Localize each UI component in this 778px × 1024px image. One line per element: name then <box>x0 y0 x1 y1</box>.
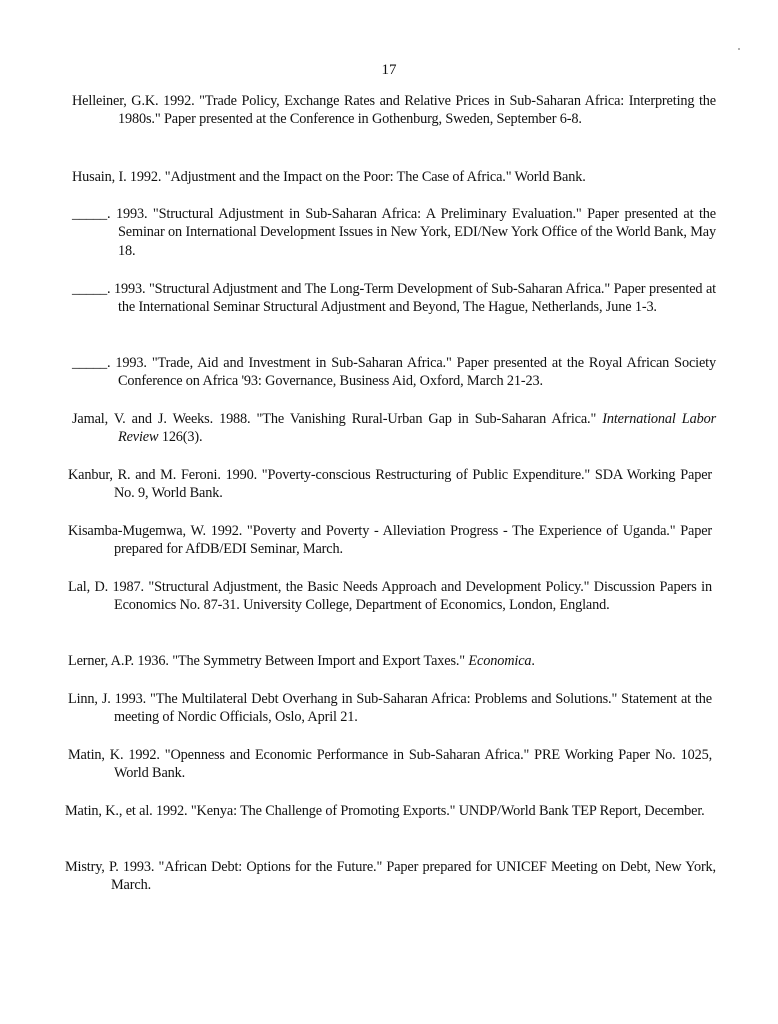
reference-entry <box>65 858 716 895</box>
reference-text: Kanbur, R. and M. Feroni. 1990. "Poverty-conscious Restructuring of Public Expenditure." SDA Working Paper No. 9, World Bank. <box>68 467 712 502</box>
reference-entry <box>72 205 716 260</box>
repeat-author-dash: _____. <box>72 355 111 371</box>
reference-text: . <box>531 653 535 669</box>
reference-text: 1993. "Structural Adjustment and The Long-Term Development of Sub-Saharan Africa." Paper presented at the International Seminar Structural Adjustment and Beyond, The Hague, Netherlands, June 1-3. <box>110 281 716 316</box>
reference-entry <box>68 690 712 727</box>
reference-entry <box>72 280 716 317</box>
reference-text: 1993. "Trade, Aid and Investment in Sub-Saharan Africa." Paper presented at the Royal African Society Conference on Africa '93: Governance, Business Aid, Oxford, March 21-23. <box>110 355 716 390</box>
reference-text: Husain, I. 1992. "Adjustment and the Impact on the Poor: The Case of Africa." World Bank. <box>72 169 586 185</box>
repeat-author-dash: _____. <box>72 281 111 297</box>
reference-entry <box>72 168 716 186</box>
reference-entry <box>68 466 712 503</box>
reference-text: Jamal, V. and J. Weeks. 1988. "The Vanishing Rural-Urban Gap in Sub-Saharan Africa." <box>72 411 603 427</box>
repeat-author-dash: _____. <box>72 206 111 222</box>
reference-text: Lerner, A.P. 1936. "The Symmetry Between Import and Export Taxes." <box>68 653 469 669</box>
reference-entry <box>72 92 716 129</box>
reference-text: Lal, D. 1987. "Structural Adjustment, the Basic Needs Approach and Development Policy." Discussion Papers in Economics No. 87-31. University College, Department of Economics, London, England. <box>68 579 712 614</box>
reference-entry <box>65 802 716 820</box>
reference-text: Mistry, P. 1993. "African Debt: Options for the Future." Paper prepared for UNICEF Meeting on Debt, New York, March. <box>65 859 716 894</box>
reference-text: Kisamba-Mugemwa, W. 1992. "Poverty and Poverty - Alleviation Progress - The Experience of Uganda." Paper prepared for AfDB/EDI Seminar, March. <box>68 523 712 558</box>
reference-text: 126(3). <box>158 429 203 446</box>
reference-text: Matin, K., et al. 1992. "Kenya: The Challenge of Promoting Exports." UNDP/World Bank TEP Report, December. <box>65 803 705 819</box>
scan-speck <box>738 48 740 50</box>
reference-entry <box>68 522 712 559</box>
reference-text: Matin, K. 1992. "Openness and Economic Performance in Sub-Saharan Africa." PRE Working Paper No. 1025, World Bank. <box>68 747 712 782</box>
reference-entry <box>68 746 712 783</box>
reference-entry <box>72 410 716 447</box>
reference-entry <box>68 652 712 670</box>
reference-text: Linn, J. 1993. "The Multilateral Debt Overhang in Sub-Saharan Africa: Problems and Solutions." Statement at the meeting of Nordic Officials, Oslo, April 21. <box>68 691 712 726</box>
reference-text: Helleiner, G.K. 1992. "Trade Policy, Exchange Rates and Relative Prices in Sub-Saharan Africa: Interpreting the 1980s." Paper presented at the Conference in Gothenburg, Sweden, September 6-8. <box>72 93 716 128</box>
reference-entry <box>68 578 712 615</box>
journal-title: International Labor Review <box>118 411 716 446</box>
journal-title: Economica <box>468 653 532 669</box>
page-number: 17 <box>381 62 397 78</box>
reference-text: 1993. "Structural Adjustment in Sub-Saharan Africa: A Preliminary Evaluation." Paper presented at the Seminar on International Development Issues in New York, EDI/New York Office of the World Bank, May 18. <box>110 206 716 259</box>
reference-entry <box>72 354 716 391</box>
